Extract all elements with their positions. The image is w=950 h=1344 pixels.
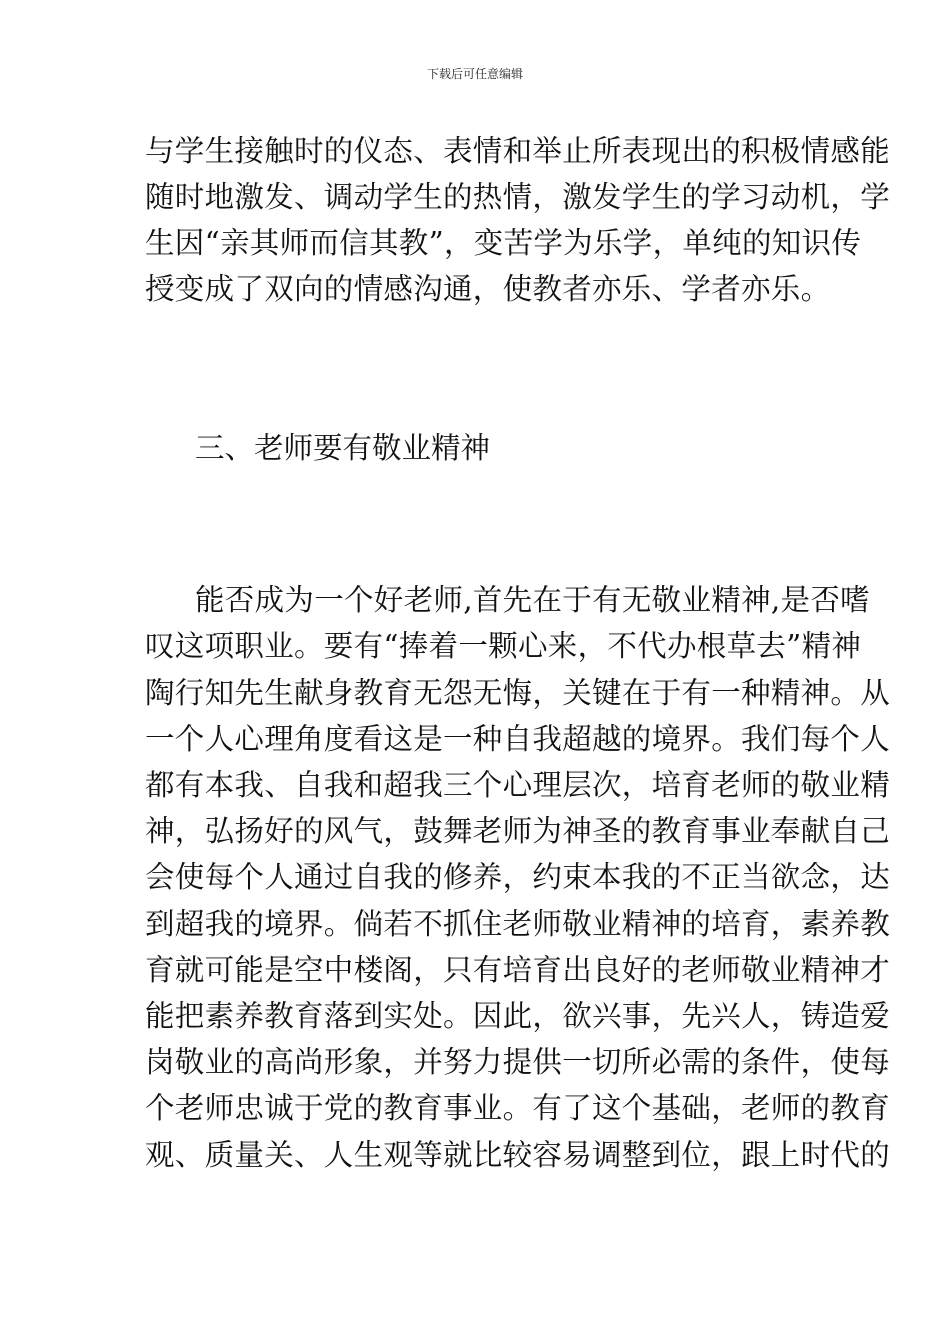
paragraph-2-line-6: 神，弘扬好的风气，鼓舞老师为神圣的教育事业奉献自己 bbox=[145, 814, 891, 848]
paragraph-1-line-4: 授变成了双向的情感沟通，使教者亦乐、学者亦乐。 bbox=[145, 272, 831, 306]
paragraph-2-line-12: 个老师忠诚于党的教育事业。有了这个基础，老师的教育 bbox=[145, 1091, 891, 1125]
paragraph-1-line-3: 生因“亲其师而信其教”，变苦学为乐学，单纯的知识传 bbox=[145, 226, 862, 260]
paragraph-2-line-1: 能否成为一个好老师,首先在于有无敬业精神,是否嗜 bbox=[195, 583, 870, 617]
paragraph-1-line-2: 随时地激发、调动学生的热情，激发学生的学习动机，学 bbox=[145, 180, 891, 214]
page-header-note: 下载后可任意编辑 bbox=[426, 67, 523, 81]
paragraph-2-line-2: 叹这项职业。要有“捧着一颗心来，不代办根草去”精神 bbox=[145, 629, 862, 663]
section-heading: 三、老师要有敬业精神 bbox=[195, 431, 491, 465]
paragraph-2-line-11: 岗敬业的高尚形象，并努力提供一切所必需的条件，使每 bbox=[145, 1045, 891, 1079]
paragraph-2-line-4: 一个人心理角度看这是一种自我超越的境界。我们每个人 bbox=[145, 722, 891, 756]
paragraph-2-line-9: 育就可能是空中楼阁，只有培育出良好的老师敬业精神才 bbox=[145, 953, 891, 987]
paragraph-1-line-1: 与学生接触时的仪态、表情和举止所表现出的积极情感能 bbox=[145, 134, 891, 168]
paragraph-2-line-13: 观、质量关、人生观等就比较容易调整到位，跟上时代的 bbox=[145, 1138, 891, 1172]
paragraph-2-line-10: 能把素养教育落到实处。因此，欲兴事，先兴人，铸造爱 bbox=[145, 999, 891, 1033]
paragraph-2-line-7: 会使每个人通过自我的修养，约束本我的不正当欲念，达 bbox=[145, 860, 891, 894]
paragraph-2-line-8: 到超我的境界。倘若不抓住老师敬业精神的培育，素养教 bbox=[145, 907, 891, 941]
paragraph-2-line-3: 陶行知先生献身教育无怨无悔，关键在于有一种精神。从 bbox=[145, 676, 891, 710]
paragraph-2-line-5: 都有本我、自我和超我三个心理层次，培育老师的敬业精 bbox=[145, 768, 891, 802]
